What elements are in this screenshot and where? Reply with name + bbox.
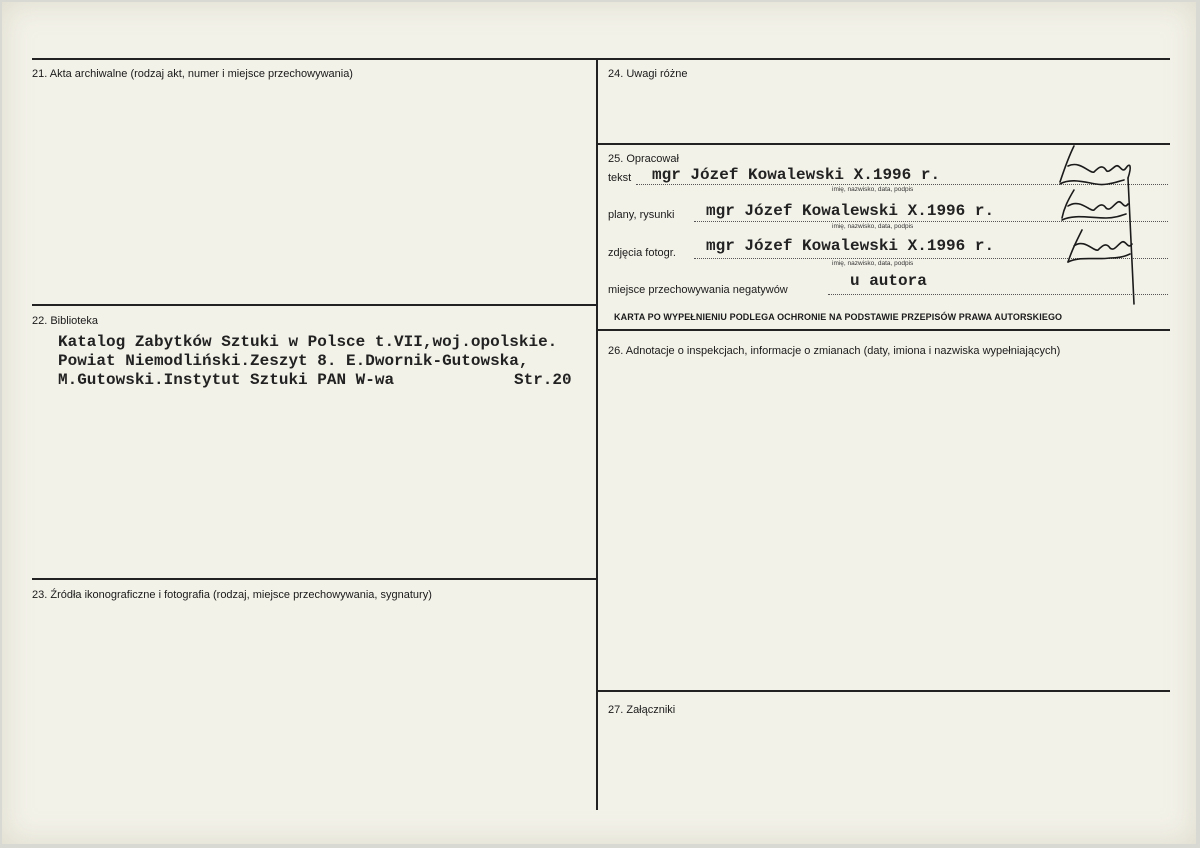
inventory-card <box>2 2 1196 844</box>
section-23-label: 23. Źródła ikonograficzne i fotografia (rodzaj, miejsce przechowywania, sygnatury) <box>32 589 432 601</box>
row-text-label: tekst <box>608 172 632 184</box>
section-26-label: 26. Adnotacje o inspekcjach, informacje o zmianach (daty, imiona i nazwiska wypełniających) <box>608 345 1061 357</box>
row-plans-label: plany, rysunki <box>608 209 675 221</box>
row-text-value: mgr Józef Kowalewski X.1996 r. <box>652 166 941 184</box>
negatives-label: miejsce przechowywania negatywów <box>608 284 788 296</box>
row-plans-value: mgr Józef Kowalewski X.1996 r. <box>706 202 995 220</box>
section-24-label: 24. Uwagi różne <box>608 68 688 80</box>
row-photos-label: zdjęcia fotogr. <box>608 247 676 259</box>
section-22-label: 22. Biblioteka <box>32 315 99 327</box>
signature-icon <box>1050 138 1140 308</box>
rule-left-23 <box>32 578 597 580</box>
copyright-notice: KARTA PO WYPEŁNIENIU PODLEGA OCHRONIE NA PODSTAWIE PRZEPISÓW PRAWA AUTORSKIEGO <box>614 312 1063 322</box>
row-photos-caption: imię, nazwisko, data, podpis <box>832 260 914 267</box>
rule-right-26 <box>597 329 1170 331</box>
rule-right-27 <box>597 690 1170 692</box>
rule-left-22 <box>32 304 597 306</box>
center-divider <box>596 58 598 810</box>
section-27-label: 27. Załączniki <box>608 704 676 716</box>
library-line-2: Powiat Niemodliński.Zeszyt 8. E.Dwornik-Gutowska, <box>58 352 529 370</box>
library-line-1: Katalog Zabytków Sztuki w Polsce t.VII,woj.opolskie. <box>58 333 558 351</box>
negatives-value: u autora <box>850 272 927 290</box>
row-photos-value: mgr Józef Kowalewski X.1996 r. <box>706 237 995 255</box>
row-plans-caption: imię, nazwisko, data, podpis <box>832 223 914 230</box>
row-text-caption: imię, nazwisko, data, podpis <box>832 186 914 193</box>
top-rule <box>32 58 1170 60</box>
section-25-label: 25. Opracował <box>608 153 679 165</box>
section-21-label: 21. Akta archiwalne (rodzaj akt, numer i miejsce przechowywania) <box>32 68 353 80</box>
library-line-3: M.Gutowski.Instytut Sztuki PAN W-wa <box>58 371 395 389</box>
library-page-ref: Str.20 <box>514 371 572 389</box>
